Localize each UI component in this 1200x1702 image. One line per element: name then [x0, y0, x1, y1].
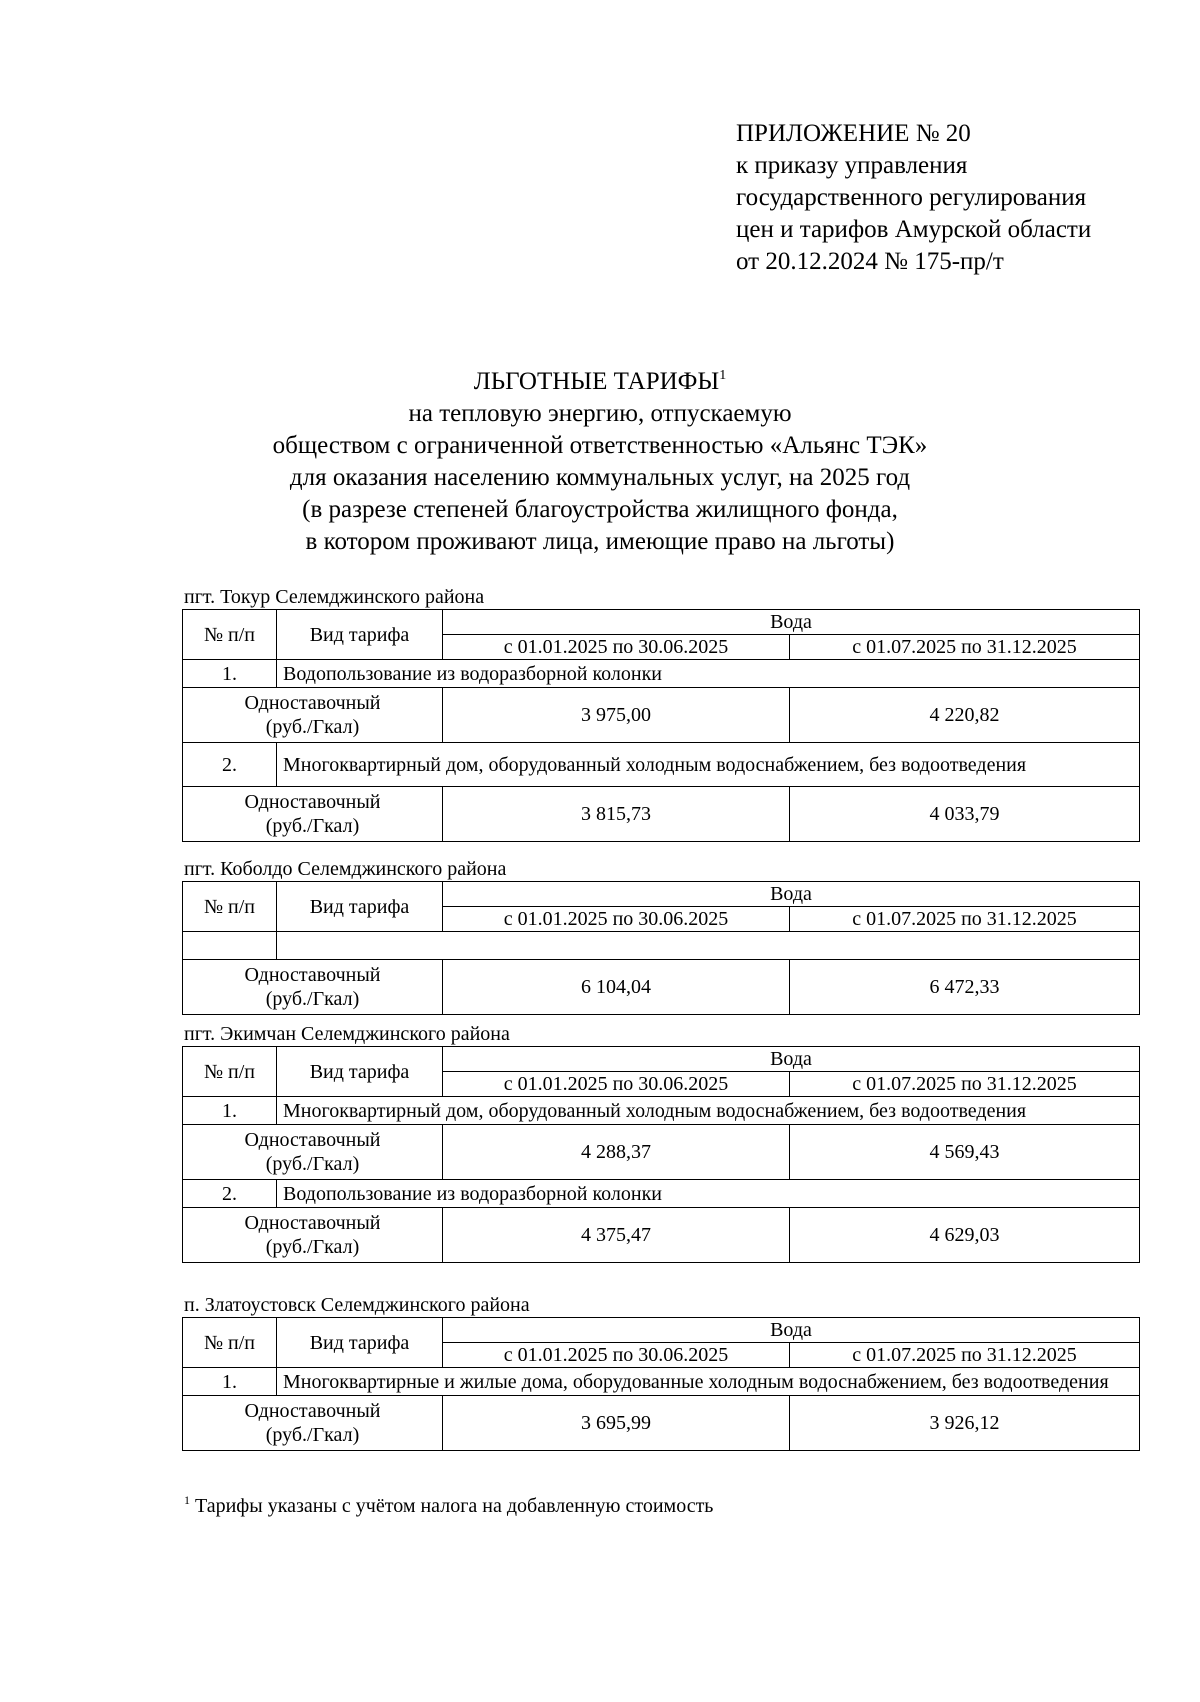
tariff-table — [182, 881, 1140, 1015]
tariff-value-period-1: 4 288,37 — [443, 1125, 790, 1180]
header-num: № п/п — [183, 1047, 277, 1097]
title-main-text: ЛЬГОТНЫЕ ТАРИФЫ — [473, 368, 720, 395]
group-name: Водопользование из водоразборной колонки — [277, 1180, 1140, 1208]
appendix-header — [736, 118, 1091, 278]
title-line: для оказания населению коммунальных услуг, на 2025 год — [289, 464, 911, 491]
rate-label-name: Одноставочный — [244, 692, 381, 714]
tariff-value-period-1: 3 695,99 — [443, 1396, 790, 1451]
tariff-value-period-2: 4 629,03 — [790, 1208, 1140, 1263]
rate-label-unit: (руб./Гкал) — [265, 1153, 360, 1175]
tariff-value-period-2: 3 926,12 — [790, 1396, 1140, 1451]
title-main — [0, 366, 1200, 398]
rate-label — [183, 960, 443, 1015]
rate-label-unit: (руб./Гкал) — [265, 1424, 360, 1446]
group-title-row — [183, 932, 1140, 960]
group-name: Многоквартирные и жилые дома, оборудованные холодным водоснабжением, без водоотведения — [277, 1368, 1140, 1396]
appendix-order-ref: от 20.12.2024 № 175-пр/т — [736, 248, 1004, 275]
tariff-table — [182, 609, 1140, 842]
rate-label-unit: (руб./Гкал) — [265, 716, 360, 738]
footnote — [184, 1494, 713, 1518]
header-water: Вода — [443, 1318, 1140, 1343]
group-name: Водопользование из водоразборной колонки — [277, 660, 1140, 688]
header-period-1: с 01.01.2025 по 30.06.2025 — [443, 1343, 790, 1368]
group-number: 2. — [183, 743, 277, 787]
group-name: Многоквартирный дом, оборудованный холодным водоснабжением, без водоотведения — [277, 743, 1140, 787]
tariff-value-period-1: 4 375,47 — [443, 1208, 790, 1263]
rate-label — [183, 1396, 443, 1451]
header-period-1: с 01.01.2025 по 30.06.2025 — [443, 907, 790, 932]
group-name: Многоквартирный дом, оборудованный холодным водоснабжением, без водоотведения — [277, 1097, 1140, 1125]
header-row — [183, 610, 1140, 635]
title-line: в котором проживают лица, имеющие право на льготы) — [305, 528, 895, 555]
tariff-value-period-2: 4 033,79 — [790, 787, 1140, 842]
tariff-value-period-1: 6 104,04 — [443, 960, 790, 1015]
tariff-value-period-1: 3 975,00 — [443, 688, 790, 743]
header-tariff-type: Вид тарифа — [277, 610, 443, 660]
tariff-value-period-2: 6 472,33 — [790, 960, 1140, 1015]
document-title — [0, 366, 1200, 558]
group-title-row — [183, 743, 1140, 787]
header-water: Вода — [443, 882, 1140, 907]
table-row — [183, 1125, 1140, 1180]
rate-label — [183, 787, 443, 842]
footnote-mark: 1 — [184, 1493, 190, 1507]
group-title-row — [183, 660, 1140, 688]
appendix-line: цен и тарифов Амурской области — [736, 216, 1092, 243]
tariff-value-period-2: 4 220,82 — [790, 688, 1140, 743]
header-period-2: с 01.07.2025 по 31.12.2025 — [790, 1343, 1140, 1368]
appendix-line: к приказу управления — [736, 152, 968, 179]
title-line: (в разрезе степеней благоустройства жилищного фонда, — [302, 496, 898, 523]
rate-label-name: Одноставочный — [244, 791, 381, 813]
group-title-row — [183, 1368, 1140, 1396]
rate-label — [183, 1208, 443, 1263]
header-row — [183, 882, 1140, 907]
group-number: 1. — [183, 660, 277, 688]
footnote-text: Тарифы указаны с учётом налога на добавленную стоимость — [195, 1495, 714, 1517]
table-row — [183, 688, 1140, 743]
header-period-2: с 01.07.2025 по 31.12.2025 — [790, 907, 1140, 932]
group-number: 1. — [183, 1368, 277, 1396]
title-line: на тепловую энергию, отпускаемую — [408, 400, 792, 427]
tariff-value-period-1: 3 815,73 — [443, 787, 790, 842]
header-tariff-type: Вид тарифа — [277, 1047, 443, 1097]
header-tariff-type: Вид тарифа — [277, 1318, 443, 1368]
header-num: № п/п — [183, 882, 277, 932]
table-row — [183, 1208, 1140, 1263]
header-period-2: с 01.07.2025 по 31.12.2025 — [790, 635, 1140, 660]
rate-label — [183, 1125, 443, 1180]
rate-label-unit: (руб./Гкал) — [265, 988, 360, 1010]
header-tariff-type: Вид тарифа — [277, 882, 443, 932]
rate-label-name: Одноставочный — [244, 1212, 381, 1234]
rate-label-unit: (руб./Гкал) — [265, 1236, 360, 1258]
rate-label-unit: (руб./Гкал) — [265, 815, 360, 837]
tariff-table — [182, 1046, 1140, 1263]
group-number: 1. — [183, 1097, 277, 1125]
group-name — [277, 932, 1140, 960]
header-row — [183, 1318, 1140, 1343]
appendix-line: государственного регулирования — [736, 184, 1087, 211]
header-period-1: с 01.01.2025 по 30.06.2025 — [443, 1072, 790, 1097]
section-label: пгт. Токур Селемджинского района — [184, 586, 485, 608]
header-water: Вода — [443, 610, 1140, 635]
tariff-table — [182, 1317, 1140, 1451]
title-footnote-mark: 1 — [719, 368, 727, 383]
header-num: № п/п — [183, 610, 277, 660]
section-label: пгт. Коболдо Селемджинского района — [184, 858, 507, 880]
header-row — [183, 1047, 1140, 1072]
title-line: обществом с ограниченной ответственностью «Альянс ТЭК» — [272, 432, 928, 459]
section-label: пгт. Экимчан Селемджинского района — [184, 1023, 510, 1045]
header-num: № п/п — [183, 1318, 277, 1368]
header-water: Вода — [443, 1047, 1140, 1072]
header-period-2: с 01.07.2025 по 31.12.2025 — [790, 1072, 1140, 1097]
rate-label-name: Одноставочный — [244, 1400, 381, 1422]
group-number: 2. — [183, 1180, 277, 1208]
table-row — [183, 1396, 1140, 1451]
rate-label-name: Одноставочный — [244, 1129, 381, 1151]
group-number — [183, 932, 277, 960]
header-period-1: с 01.01.2025 по 30.06.2025 — [443, 635, 790, 660]
table-row — [183, 787, 1140, 842]
rate-label — [183, 688, 443, 743]
group-title-row — [183, 1180, 1140, 1208]
tariff-value-period-2: 4 569,43 — [790, 1125, 1140, 1180]
appendix-title: ПРИЛОЖЕНИЕ № 20 — [736, 120, 971, 147]
group-title-row — [183, 1097, 1140, 1125]
rate-label-name: Одноставочный — [244, 964, 381, 986]
table-row — [183, 960, 1140, 1015]
section-label: п. Златоустовск Селемджинского района — [184, 1294, 530, 1316]
